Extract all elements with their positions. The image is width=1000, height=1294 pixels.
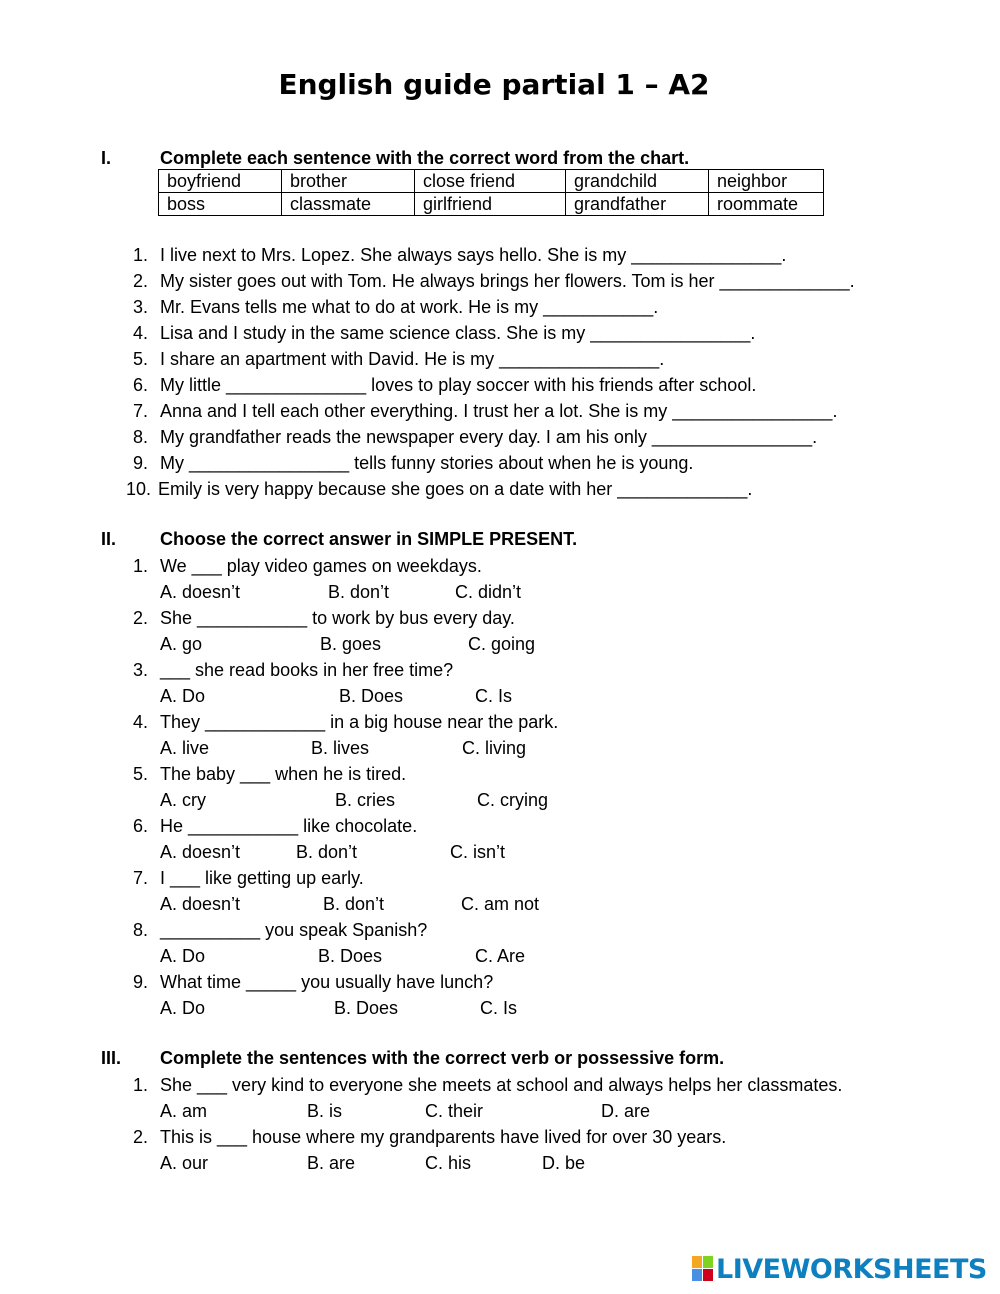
item-number: 4. — [132, 712, 148, 732]
question-item — [0, 478, 1000, 504]
section-1-number: I. — [101, 148, 112, 168]
item-question: We ___ play video games on weekdays. — [160, 556, 482, 576]
item-number: 9. — [132, 453, 148, 473]
option-b[interactable]: B. don’t — [296, 842, 358, 862]
question-item — [0, 374, 1000, 400]
brand-name: LIVEWORKSHEETS — [716, 1253, 987, 1285]
item-number: 2. — [132, 271, 148, 291]
chart-cell: boyfriend — [159, 170, 282, 193]
item-text: Emily is very happy because she goes on a date with her _____________. — [158, 479, 753, 499]
option-a[interactable]: A. Do — [160, 998, 206, 1018]
option-a[interactable]: A. go — [160, 634, 203, 654]
option-b[interactable]: B. goes — [320, 634, 382, 654]
question-item — [0, 348, 1000, 374]
item-number: 9. — [132, 972, 148, 992]
item-text: My grandfather reads the newspaper every day. I am his only ________________. — [160, 427, 818, 447]
item-number: 4. — [132, 323, 148, 343]
option-b[interactable]: B. Does — [339, 686, 404, 706]
answer-options — [0, 1100, 1000, 1126]
option-a[interactable]: A. Do — [160, 686, 206, 706]
item-number: 6. — [132, 816, 148, 836]
question-item — [0, 763, 1000, 789]
question-item — [0, 322, 1000, 348]
question-item — [0, 244, 1000, 270]
option-c[interactable]: C. their — [425, 1101, 484, 1121]
question-item — [0, 426, 1000, 452]
item-number: 6. — [132, 375, 148, 395]
chart-cell: boss — [159, 193, 282, 216]
question-item — [0, 555, 1000, 581]
section-2-title: Choose the correct answer in SIMPLE PRESENT. — [160, 529, 578, 549]
question-item — [0, 1074, 1000, 1100]
question-item — [0, 270, 1000, 296]
option-d[interactable]: D. be — [542, 1153, 586, 1173]
option-d[interactable]: D. are — [601, 1101, 651, 1121]
item-question: She ___________ to work by bus every day. — [160, 608, 515, 628]
item-number: 5. — [132, 349, 148, 369]
item-text: Lisa and I study in the same science class. She is my ________________. — [160, 323, 756, 343]
answer-options — [0, 1152, 1000, 1178]
option-c[interactable]: C. living — [462, 738, 527, 758]
option-b[interactable]: B. Does — [318, 946, 383, 966]
brand-squares-icon — [692, 1256, 714, 1282]
option-a[interactable]: A. am — [160, 1101, 208, 1121]
answer-options — [0, 633, 1000, 659]
option-a[interactable]: A. our — [160, 1153, 209, 1173]
option-b[interactable]: B. are — [307, 1153, 356, 1173]
question-item — [0, 607, 1000, 633]
question-item — [0, 296, 1000, 322]
option-b[interactable]: B. don’t — [323, 894, 385, 914]
option-c[interactable]: C. isn’t — [450, 842, 506, 862]
item-text: Mr. Evans tells me what to do at work. He is my ___________. — [160, 297, 659, 317]
item-question: He ___________ like chocolate. — [160, 816, 418, 836]
chart-cell: roommate — [709, 193, 824, 216]
option-a[interactable]: A. doesn’t — [160, 842, 241, 862]
item-question: They ____________ in a big house near the park. — [160, 712, 559, 732]
option-a[interactable]: A. cry — [160, 790, 207, 810]
answer-options — [0, 945, 1000, 971]
question-item — [0, 971, 1000, 997]
item-number: 8. — [132, 920, 148, 940]
item-text: I live next to Mrs. Lopez. She always says hello. She is my _______________. — [160, 245, 787, 265]
option-a[interactable]: A. live — [160, 738, 210, 758]
section-1-heading — [0, 148, 1000, 170]
section-3 — [0, 1048, 1000, 1178]
item-question: __________ you speak Spanish? — [160, 920, 428, 940]
option-b[interactable]: B. don’t — [328, 582, 390, 602]
answer-options — [0, 841, 1000, 867]
item-text: Anna and I tell each other everything. I trust her a lot. She is my ________________. — [160, 401, 838, 421]
option-c[interactable]: C. Is — [475, 686, 513, 706]
item-text: I share an apartment with David. He is my ________________. — [160, 349, 665, 369]
item-number: 3. — [132, 660, 148, 680]
answer-options — [0, 581, 1000, 607]
question-item — [0, 867, 1000, 893]
section-1 — [0, 148, 1000, 170]
question-item — [0, 1126, 1000, 1152]
option-c[interactable]: C. Are — [475, 946, 526, 966]
answer-options — [0, 685, 1000, 711]
chart-row — [159, 193, 824, 216]
chart-cell: classmate — [282, 193, 415, 216]
section-2-number: II. — [101, 529, 117, 549]
item-number: 1. — [132, 245, 148, 265]
option-c[interactable]: C. am not — [461, 894, 540, 914]
item-number: 2. — [132, 1127, 148, 1147]
item-number: 1. — [132, 556, 148, 576]
item-number: 10. — [126, 479, 152, 499]
liveworksheets-logo — [692, 1253, 987, 1285]
item-number: 7. — [132, 868, 148, 888]
option-c[interactable]: C. going — [468, 634, 536, 654]
section-3-number: III. — [101, 1048, 122, 1068]
section-2 — [0, 529, 1000, 1023]
item-number: 2. — [132, 608, 148, 628]
chart-cell: grandfather — [566, 193, 709, 216]
item-number: 1. — [132, 1075, 148, 1095]
item-question: The baby ___ when he is tired. — [160, 764, 407, 784]
option-a[interactable]: A. doesn’t — [160, 582, 241, 602]
item-text: My sister goes out with Tom. He always brings her flowers. Tom is her _____________. — [160, 271, 855, 291]
answer-options — [0, 893, 1000, 919]
question-item — [0, 659, 1000, 685]
section-3-title: Complete the sentences with the correct verb or possessive form. — [160, 1048, 725, 1068]
chart-cell: brother — [282, 170, 415, 193]
answer-options — [0, 737, 1000, 763]
word-chart — [158, 169, 824, 216]
chart-cell: neighbor — [709, 170, 824, 193]
answer-options — [0, 997, 1000, 1023]
section-2-heading — [0, 529, 1000, 555]
item-number: 8. — [132, 427, 148, 447]
chart-cell: close friend — [415, 170, 566, 193]
item-question: What time _____ you usually have lunch? — [160, 972, 494, 992]
option-b[interactable]: B. cries — [335, 790, 396, 810]
option-b[interactable]: B. lives — [311, 738, 370, 758]
item-text: My little ______________ loves to play soccer with his friends after school. — [160, 375, 757, 395]
item-number: 5. — [132, 764, 148, 784]
option-c[interactable]: C. didn’t — [455, 582, 522, 602]
option-c[interactable]: C. his — [425, 1153, 472, 1173]
section-1-title: Complete each sentence with the correct word from the chart. — [160, 148, 690, 168]
option-b[interactable]: B. Does — [334, 998, 399, 1018]
worksheet-title: English guide partial 1 – A2 — [278, 68, 710, 101]
answer-options — [0, 789, 1000, 815]
option-b[interactable]: B. is — [307, 1101, 343, 1121]
chart-cell: grandchild — [566, 170, 709, 193]
question-item — [0, 711, 1000, 737]
item-number: 7. — [132, 401, 148, 421]
item-number: 3. — [132, 297, 148, 317]
section-1-items — [0, 244, 1000, 504]
chart-cell: girlfriend — [415, 193, 566, 216]
item-question: ___ she read books in her free time? — [160, 660, 454, 680]
question-item — [0, 400, 1000, 426]
question-item — [0, 919, 1000, 945]
option-a[interactable]: A. doesn’t — [160, 894, 241, 914]
option-c[interactable]: C. Is — [480, 998, 518, 1018]
section-3-heading — [0, 1048, 1000, 1074]
item-text: My ________________ tells funny stories about when he is young. — [160, 453, 694, 473]
question-item — [0, 815, 1000, 841]
option-c[interactable]: C. crying — [477, 790, 549, 810]
item-question: I ___ like getting up early. — [160, 868, 364, 888]
option-a[interactable]: A. Do — [160, 946, 206, 966]
item-question: This is ___ house where my grandparents have lived for over 30 years. — [160, 1127, 727, 1147]
question-item — [0, 452, 1000, 478]
chart-row — [159, 170, 824, 193]
item-question: She ___ very kind to everyone she meets at school and always helps her classmates. — [160, 1075, 843, 1095]
